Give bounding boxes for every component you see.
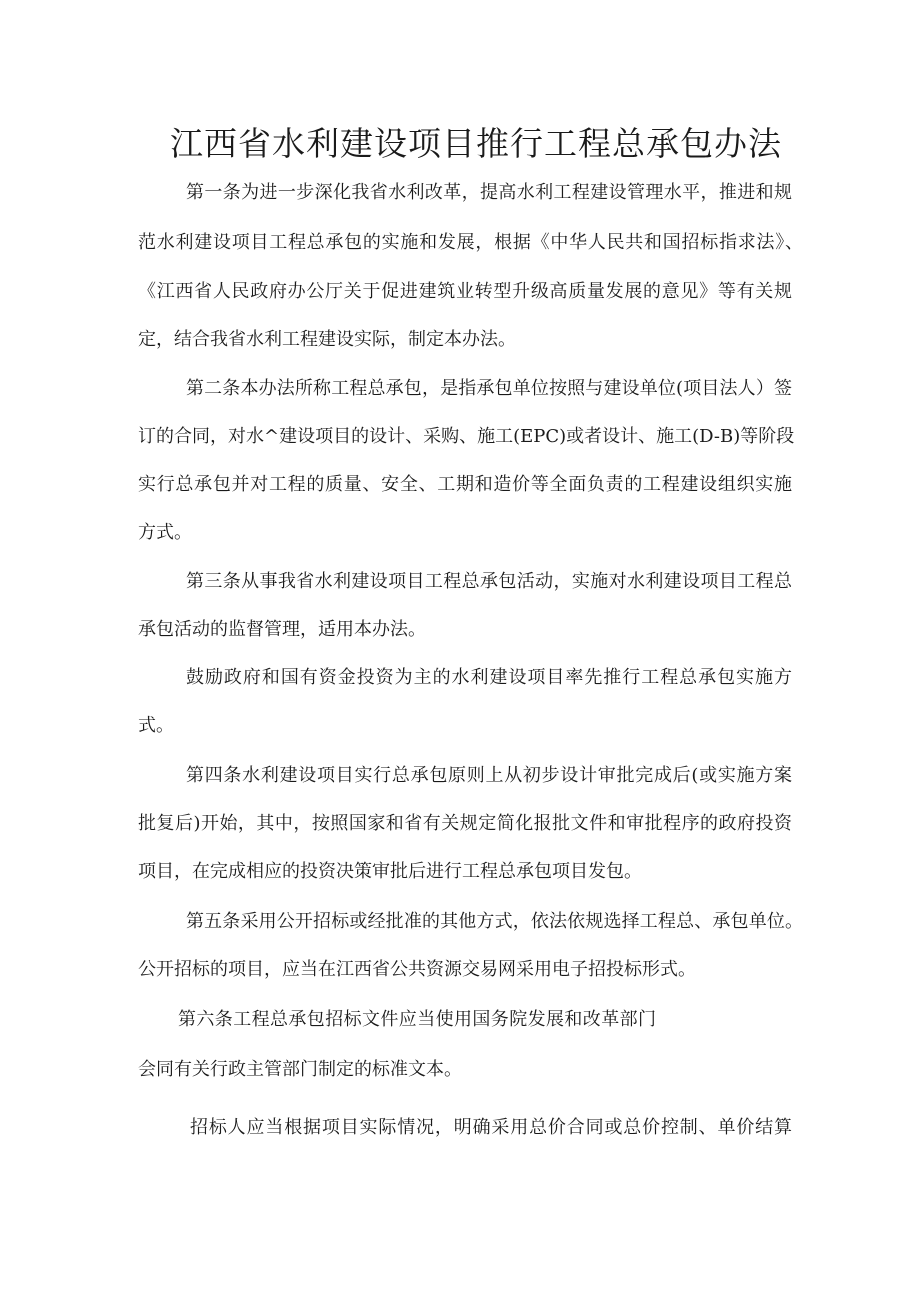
paragraph-line: 式。 [138, 715, 174, 736]
paragraph-line: 会同有关行政主管部门制定的标准文本。 [138, 1059, 462, 1080]
paragraph-line: 承包活动的监督管理，适用本办法。 [138, 619, 426, 640]
paragraph-line: 第三条从事我省水利建设项目工程总承包活动，实施对水利建设项目工程总 [186, 571, 793, 592]
paragraph-line: 项目，在完成相应的投资决策审批后进行工程总承包项目发包。 [138, 861, 642, 882]
document-title: 江西省水利建设项目推行工程总承包办法 [170, 124, 782, 163]
paragraph-line: 第二条本办法所称工程总承包，是指承包单位按照与建设单位(项目法人）签 [186, 378, 793, 399]
paragraph-line: 第一条为进一步深化我省水利改革，提高水利工程建设管理水平，推进和规 [186, 182, 793, 203]
paragraph-line: 《江西省人民政府办公厅关于促进建筑业转型升级高质量发展的意见》等有关规 [138, 281, 793, 302]
paragraph-line: 方式。 [138, 522, 192, 543]
paragraph-line: 招标人应当根据项目实际情况，明确采用总价合同或总价控制、单价结算 [190, 1117, 793, 1138]
paragraph-line: 公开招标的项目，应当在江西省公共资源交易网采用电子招投标形式。 [138, 959, 696, 980]
paragraph-line: 第五条采用公开招标或经批准的其他方式，依法依规选择工程总、承包单位。 [186, 911, 804, 932]
paragraph-line: 鼓励政府和国有资金投资为主的水利建设项目率先推行工程总承包实施方 [186, 667, 793, 688]
paragraph-line: 范水利建设项目工程总承包的实施和发展，根据《中华人民共和国招标指求法》、 [138, 232, 804, 253]
paragraph-line: 批复后)开始，其中，按照国家和省有关规定简化报批文件和审批程序的政府投资 [138, 813, 793, 834]
paragraph-line: 定，结合我省水利工程建设实际，制定本办法。 [138, 329, 516, 350]
paragraph-line: 第四条水利建设项目实行总承包原则上从初步设计审批完成后(或实施方案 [186, 765, 793, 786]
paragraph-line: 实行总承包并对工程的质量、安全、工期和造价等全面负责的工程建设组织实施 [138, 474, 793, 495]
paragraph-line: 订的合同，对水^建设项目的设计、采购、施工(EPC)或者设计、施工(D-B)等阶段 [138, 426, 795, 447]
paragraph-line: 第六条工程总承包招标文件应当使用国务院发展和改革部门 [178, 1009, 657, 1030]
